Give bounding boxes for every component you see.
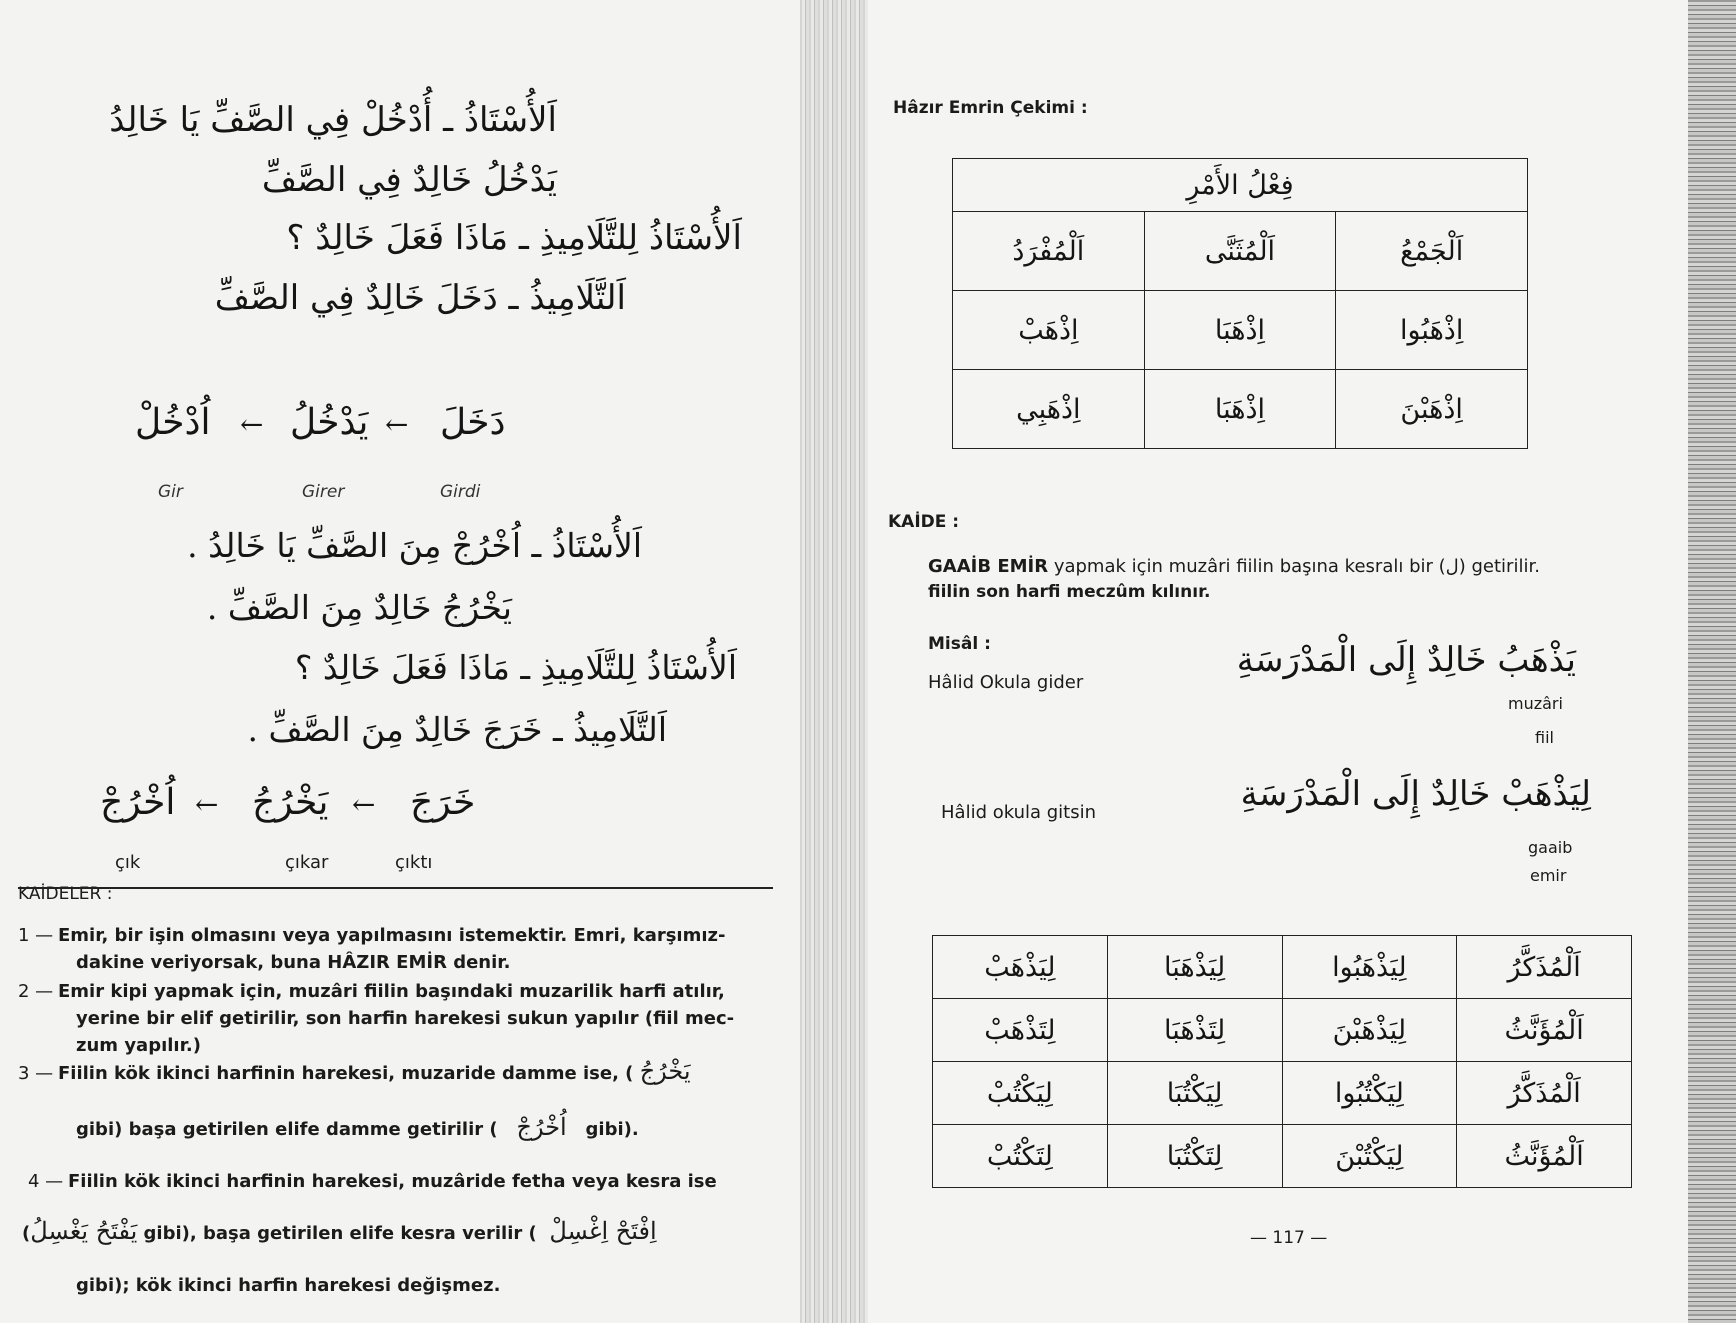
rule-3-arabic-1: يَخْرُجُ (639, 1057, 691, 1085)
table-cell: لِتَذْهَبَا (1107, 999, 1282, 1062)
rule-4-end (18, 1272, 778, 1299)
table-cell: لِتَكْتُبْ (933, 1125, 1108, 1188)
rule-4-arabic-2: اِفْتَحْ اِغْسِلْ (549, 1217, 657, 1245)
kaide-text-line2: fiilin son harfi meczûm kılınır. (928, 582, 1211, 602)
dialog1-line1: اَلأُسْتَاذُ ـ أُدْخُلْ فِي الصَّفِّ يَا خَالِدُ (109, 100, 557, 140)
table-cell: لِيَكْتُبْ (933, 1062, 1108, 1125)
gloss1-imperative: Gir (158, 482, 183, 502)
kaideler-divider (18, 887, 773, 889)
example1-turkish: Hâlid Okula gider (928, 672, 1084, 693)
table-cell: لِتَكْتُبَا (1107, 1125, 1282, 1188)
conj1-present: يَدْخُلُ (290, 402, 369, 443)
example1-note-1: muzâri (1508, 694, 1563, 713)
example2-note-2: emir (1530, 866, 1567, 885)
dialog1-line4: اَلتَّلَامِيذُ ـ دَخَلَ خَالِدٌ فِي الصَّفِّ (214, 278, 626, 318)
page-edge (1688, 0, 1736, 1323)
rule-4-open-paren: ( (22, 1223, 31, 1244)
dialog2-line2: يَخْرُجُ خَالِدٌ مِنَ الصَّفِّ . (206, 588, 512, 627)
table-cell: اَلْمُذَكَّرُ (1457, 1062, 1632, 1125)
rule-1-line2: dakine veriyorsak, buna HÂZIR EMİR denir. (76, 952, 511, 973)
rule-1-number: 1 — (18, 925, 54, 946)
table-cell: اِذْهَبْنَ (1336, 370, 1528, 449)
dialog2-line3: اَلأُسْتَاذُ لِلتَّلَامِيذِ ـ مَاذَا فَعَلَ خَالِدٌ ؟ (294, 648, 737, 687)
col-plural: اَلْجَمْعُ (1336, 212, 1528, 291)
conj1-past: دَخَلَ (440, 402, 506, 443)
dialog2-line4: اَلتَّلَامِيذُ ـ خَرَجَ خَالِدٌ مِنَ الصَّفِّ . (247, 710, 667, 749)
table-cell: لِيَذْهَبَا (1107, 936, 1282, 999)
gloss2-present: çıkar (285, 852, 329, 873)
table-cell: اِذْهَبِي (953, 370, 1145, 449)
example2-note-1: gaaib (1528, 838, 1573, 857)
table-cell: لِيَذْهَبْنَ (1282, 999, 1457, 1062)
conj2-arrow-2: ← (195, 788, 219, 821)
table-cell: اَلْمُؤَنَّثُ (1457, 1125, 1632, 1188)
table-cell: اِذْهَبُوا (1336, 291, 1528, 370)
rule-3-line1: Fiilin kök ikinci harfinin harekesi, muzaride damme ise, ( (58, 1063, 634, 1084)
conj2-present: يَخْرُجُ (252, 782, 329, 823)
rule-2-line3: zum yapılır.) (76, 1035, 201, 1056)
table-cell: لِيَكْتُبَا (1107, 1062, 1282, 1125)
imperative-table-header: فِعْلُ الأَمْرِ (953, 159, 1528, 212)
table-cell: لِيَكْتُبْنَ (1282, 1125, 1457, 1188)
rule-3 (18, 1058, 778, 1087)
table-cell: لِيَكْتُبُوا (1282, 1062, 1457, 1125)
rule-2-line1: Emir kipi yapmak için, muzâri fiilin başındaki muzarilik harfi atılır, (58, 981, 725, 1002)
example2-arabic: لِيَذْهَبْ خَالِدٌ إِلَى الْمَدْرَسَةِ (1240, 774, 1591, 814)
col-singular: اَلْمُفْرَدُ (953, 212, 1145, 291)
imperative-table (952, 158, 1528, 449)
rule-4-cont (22, 1218, 782, 1247)
table-cell: اِذْهَبْ (953, 291, 1145, 370)
conj1-arrow-2: ← (240, 408, 264, 441)
table-cell: اِذْهَبَا (1144, 291, 1336, 370)
rule-4-line1: Fiilin kök ikinci harfinin harekesi, muzâride fetha veya kesra ise (68, 1171, 717, 1192)
rule-2-number: 2 — (18, 981, 54, 1002)
gloss2-past: çıktı (395, 852, 433, 873)
table-cell: اَلْمُذَكَّرُ (1457, 936, 1632, 999)
table-cell: لِتَذْهَبْ (933, 999, 1108, 1062)
kaide-bold: GAAİB EMİR (928, 556, 1049, 577)
rule-3-cont (18, 1114, 778, 1143)
kaideler-title: KAİDELER : (18, 884, 113, 904)
conj1-imperative: اُدْخُلْ (135, 402, 211, 443)
left-page (0, 0, 812, 1323)
rule-4 (28, 1168, 788, 1195)
table-cell: اِذْهَبَا (1144, 370, 1336, 449)
table-cell: اَلْمُؤَنَّثُ (1457, 999, 1632, 1062)
rule-1-line1: Emir, bir işin olmasını veya yapılmasını istemektir. Emri, karşımız- (58, 925, 726, 946)
rule-2-line2: yerine bir elif getirilir, son harfin harekesi sukun yapılır (fiil mec- (76, 1008, 735, 1029)
gaib-emir-table (932, 935, 1632, 1188)
rule-1 (18, 922, 778, 976)
page-number: — 117 — (1250, 1228, 1328, 1248)
col-dual: اَلْمُثَنَّى (1144, 212, 1336, 291)
gloss2-imperative: çık (115, 852, 141, 873)
rule-4-number: 4 — (28, 1171, 64, 1192)
dialog2-line1: اَلأُسْتَاذُ ـ اُخْرُجْ مِنَ الصَّفِّ يَا خَالِدُ . (187, 526, 642, 565)
dialog1-line2: يَدْخُلُ خَالِدٌ فِي الصَّفِّ (261, 160, 557, 200)
rule-4-line3: gibi); kök ikinci harfin harekesi değişmez. (76, 1275, 501, 1296)
kaide-text-line1 (928, 556, 1540, 577)
section-title: Hâzır Emrin Çekimi : (893, 98, 1088, 118)
dialog1-line3: اَلأُسْتَاذُ لِلتَّلَامِيذِ ـ مَاذَا فَعَلَ خَالِدٌ ؟ (286, 218, 742, 258)
conj1-arrow-1: ← (385, 408, 409, 441)
gloss1-past: Girdi (440, 482, 481, 502)
rule-3-number: 3 — (18, 1063, 54, 1084)
kaide-title: KAİDE : (888, 512, 960, 532)
gloss1-present: Girer (302, 482, 345, 502)
example1-note-2: fiil (1535, 728, 1554, 747)
rule-4-arabic-1: يَفْتَحُ يَغْسِلُ (30, 1217, 138, 1245)
conj2-arrow-1: ← (352, 788, 376, 821)
example2-turkish: Hâlid okula gitsin (941, 802, 1097, 823)
table-cell: لِيَذْهَبُوا (1282, 936, 1457, 999)
rule-4-line2: gibi), başa getirilen elife kesra verilir ( (143, 1223, 537, 1244)
table-cell: لِيَذْهَبْ (933, 936, 1108, 999)
misal-label: Misâl : (928, 634, 991, 654)
rule-3-line2-end: gibi). (585, 1119, 639, 1140)
book-spine (800, 0, 870, 1323)
kaide-rest: yapmak için muzâri fiilin başına kesralı bir (ل) getirilir. (1053, 556, 1540, 577)
conj2-imperative: اُخْرُجْ (100, 782, 176, 823)
rule-3-line2: gibi) başa getirilen elife damme getirilir ( (76, 1119, 498, 1140)
rule-3-arabic-2: اُخْرُجْ (516, 1113, 567, 1141)
rule-2 (18, 978, 778, 1059)
example1-arabic: يَذْهَبُ خَالِدٌ إِلَى الْمَدْرَسَةِ (1236, 640, 1576, 680)
conj2-past: خَرَجَ (410, 782, 476, 823)
